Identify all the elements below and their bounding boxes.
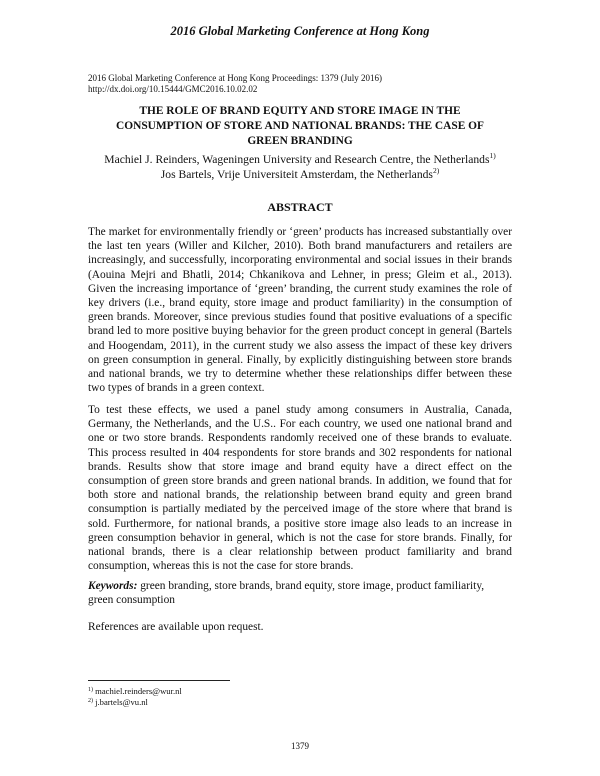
abstract-paragraph-1: The market for environmentally friendly or ‘green’ products has increased substantially over the last ten years (Willer and Kilcher, 2010). Both brand manufacturers and retailers are increasingly, and successfully, incorporating environmental and social issues in their brands (Aouina Mejri and Bhatli, 2014; Chkanikova and Lehner, in press; Gleim et al., 2013). Given the increasing importance of ‘green’ branding, the current study examines the role of key drivers (i.e., brand equity, store image and product familiarity) in the consumption of green brands. Moreover, since previous studies found that positive evaluations of a specific brand led to more positive buying behavior for the green product concept in general (Bartels and Hoogendam, 2011), in the current study we also assess the impact of these key drivers on green consumption in general. Finally, by explicitly distinguishing between store brands and national brands, we try to determine whether these relationships differ between these two types of brands in a green context.	[88, 226, 512, 395]
footnotes	[88, 686, 182, 707]
footnote-1	[88, 686, 182, 697]
author-list	[88, 152, 512, 182]
keywords	[88, 579, 512, 607]
author-1	[88, 152, 512, 167]
footnote-1-email[interactable]: machiel.reinders@wur.nl	[93, 686, 182, 696]
footnote-1-mark: 1)	[88, 687, 93, 693]
footnote-2	[88, 697, 182, 708]
author-2-mark: 2)	[432, 166, 440, 175]
author-1-text: Machiel J. Reinders, Wageningen University and Research Centre, the Netherlands	[104, 153, 490, 166]
abstract-heading: ABSTRACT	[267, 200, 333, 214]
footnote-2-mark: 2)	[88, 697, 93, 704]
title-line-1: THE ROLE OF BRAND EQUITY AND STORE IMAGE IN THE	[139, 105, 461, 117]
keywords-label: Keywords:	[88, 580, 138, 592]
footnote-2-email[interactable]: j.bartels@vu.nl	[93, 696, 148, 707]
author-2-text: Jos Bartels, Vrije Universiteit Amsterdam, the Netherlands	[160, 168, 433, 181]
running-head: 2016 Global Marketing Conference at Hong Kong	[170, 24, 430, 38]
title-line-3: GREEN BRANDING	[247, 135, 353, 147]
footnote-divider	[88, 680, 230, 681]
keywords-list: green branding, store brands, brand equity, store image, product familiarity, green consumption	[88, 580, 485, 607]
proceedings-info	[88, 73, 382, 95]
author-2	[88, 167, 512, 182]
proceedings-line: 2016 Global Marketing Conference at Hong Kong Proceedings: 1379 (July 2016)	[88, 73, 382, 83]
author-1-mark: 1)	[489, 151, 496, 160]
doi-link[interactable]: http://dx.doi.org/10.15444/GMC2016.10.02.02	[88, 84, 258, 94]
paper-title	[88, 104, 512, 149]
references-note: References are available upon request.	[88, 621, 264, 633]
title-line-2: CONSUMPTION OF STORE AND NATIONAL BRANDS: THE CASE OF	[116, 120, 484, 132]
page-number: 1379	[291, 741, 309, 751]
abstract-paragraph-2: To test these effects, we used a panel study among consumers in Australia, Canada, Germany, the Netherlands, and the U.S.. For each country, we used one national brand and one or two store brands. Respondents randomly received one of these brands to evaluate. This process resulted in 404 respondents for store brands and 302 respondents for national brands. Results show that store image and brand equity have a direct effect on the consumption of green store brands and green national brands. In addition, we found that for both store and national brands, the relationship between brand equity and green brand consumption is partially mediated by the perceived image of the store where that brand is sold. Furthermore, for national brands, a positive store image also leads to an increase in green consumption behavior in general, which is not the case for store brands. Finally, for national brands, there is a clear relationship between product familiarity and brand consumption, whereas this is not the case for store brands.	[88, 404, 512, 573]
